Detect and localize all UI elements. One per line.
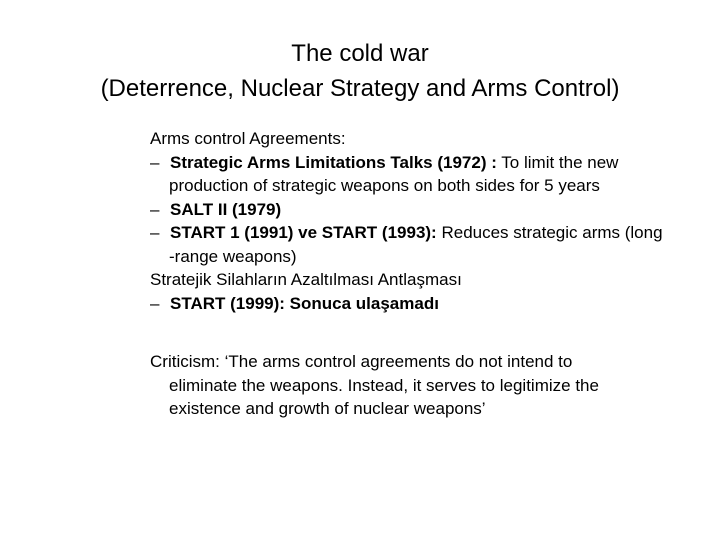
item-continuation: production of strategic weapons on both sides for 5 years	[169, 176, 600, 195]
criticism-line-3: existence and growth of nuclear weapons’	[169, 399, 486, 418]
item-bold-text: START (1999): Sonuca ulaşamadı	[170, 293, 439, 313]
dash-bullet: –	[150, 199, 160, 219]
item-text: Reduces strategic arms (long	[436, 223, 663, 242]
item-bold-text: START 1 (1991) ve START (1993):	[170, 223, 437, 242]
item-bold-text: SALT II (1979)	[170, 199, 282, 219]
spacer	[150, 315, 695, 350]
item-bold-text: Strategic Arms Limitations Talks (1972) :	[170, 152, 497, 172]
dash-bullet: –	[150, 223, 160, 242]
list-item-start-1999	[150, 292, 695, 316]
item-text: To limit the new	[496, 152, 619, 172]
slide-body	[150, 127, 695, 421]
slide-title	[40, 36, 680, 106]
list-item-start-1	[150, 221, 695, 245]
criticism-line-2: eliminate the weapons. Instead, it serves to legitimize the	[169, 375, 599, 395]
criticism-line-1: Criticism: ‘The arms control agreements do not intend to	[150, 352, 573, 371]
title-line-2: (Deterrence, Nuclear Strategy and Arms Control)	[100, 75, 620, 102]
dash-bullet: –	[150, 293, 160, 313]
title-line-1: The cold war	[291, 40, 429, 67]
stratejik-subheading: Stratejik Silahların Azaltılması Antlaşması	[150, 270, 462, 289]
item-continuation: -range weapons)	[169, 246, 297, 266]
agreements-heading: Arms control Agreements:	[150, 129, 346, 148]
list-item-salt-2	[150, 198, 695, 222]
list-item-salt-1	[150, 151, 695, 175]
dash-bullet: –	[150, 152, 160, 172]
